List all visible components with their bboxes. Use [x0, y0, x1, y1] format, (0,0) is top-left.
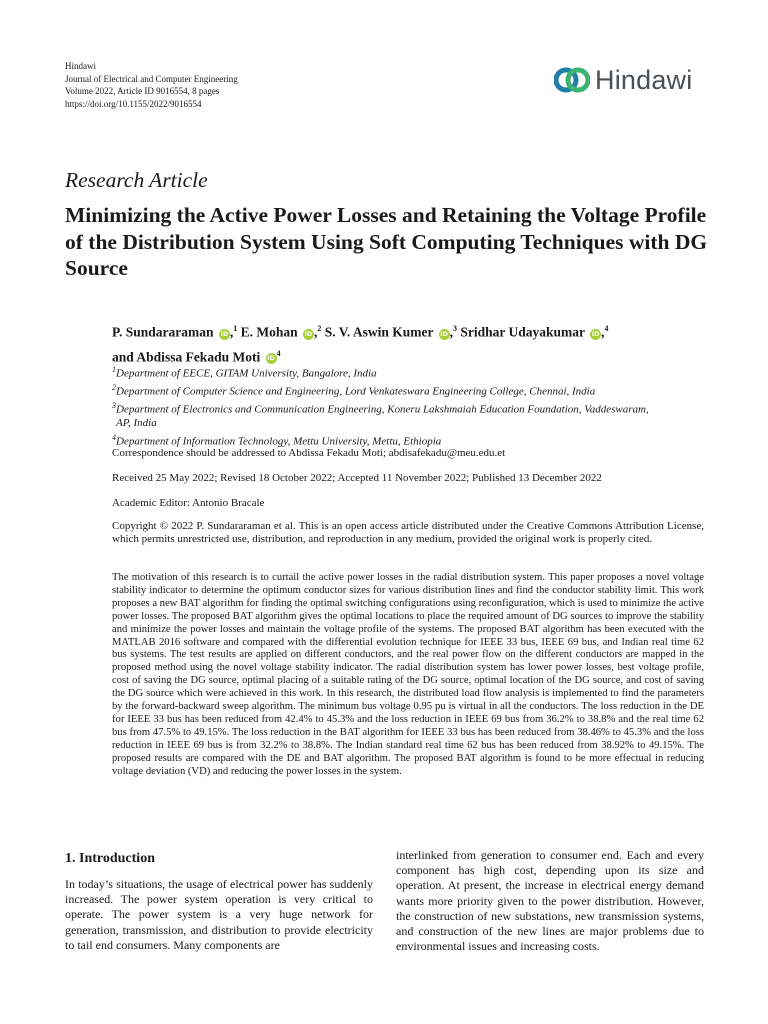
author-separator: , — [449, 324, 453, 340]
affiliation-item — [112, 399, 712, 431]
author-name: S. V. Aswin Kumer — [324, 324, 434, 340]
journal-name: Journal of Electrical and Computer Engineering — [65, 73, 238, 84]
academic-editor: Academic Editor: Antonio Bracale — [112, 497, 265, 509]
author-conjunction: and — [112, 349, 134, 364]
orcid-icon[interactable]: iD — [220, 329, 229, 338]
affiliation-text: Department of Electronics and Communication Engineering, Koneru Lakshmaiah Education Foundation, Vaddeswaram, — [116, 403, 649, 416]
author-name: E. Mohan — [240, 324, 298, 340]
orcid-icon[interactable]: iD — [304, 329, 313, 338]
orcid-icon[interactable]: iD — [267, 354, 275, 362]
volume-info: Volume 2022, Article ID 9016554, 8 pages — [65, 86, 220, 96]
hindawi-logo — [554, 64, 692, 96]
orcid-icon[interactable]: iD — [591, 329, 600, 338]
author-separator: , — [601, 324, 605, 340]
author-name: Abdissa Fekadu Moti — [136, 349, 261, 364]
hindawi-rings-icon — [554, 64, 590, 96]
author-separator: , — [314, 324, 318, 340]
affiliation-list — [112, 363, 712, 449]
affiliation-text-continued: AP, India — [116, 417, 157, 430]
body-text-left-column: In today’s situations, the usage of electrical power has suddenly increased. The power system operation is very critical to operate. The power system is a very huge network for generation, transmission, and distribution to provide electricity to tail end consumers. Many components are — [65, 877, 373, 952]
affiliation-text: Department of Computer Science and Engineering, Lord Venkateswara Engineering College, Chennai, India — [116, 385, 596, 398]
body-text-right-column: interlinked from generation to consumer end. Each and every component has high cost, depending upon its size and operation. At present, the increase in electrical energy demand wants more priority given to the power distribution. However, the construction of new substations, new transmission systems, and construction of the new lines are major problems due to environmental issues and increasing costs. — [396, 848, 704, 954]
paper-title: Minimizing the Active Power Losses and Retaining the Voltage Profile of the Distribution System Using Soft Computing Techniques with DG Source — [65, 203, 708, 280]
doi-link[interactable]: https://doi.org/10.1155/2022/9016554 — [65, 98, 202, 109]
publisher-name: Hindawi — [65, 61, 96, 71]
author-separator: , — [229, 324, 234, 340]
correspondence-note: Correspondence should be addressed to Abdissa Fekadu Moti; abdisafekadu@meu.edu.et — [112, 447, 506, 459]
author-affiliation-number: 3 — [452, 324, 457, 333]
author-affiliation-number: 4 — [276, 348, 281, 358]
publication-info — [65, 60, 238, 110]
author-list — [112, 318, 712, 367]
affiliation-number: 3 — [112, 401, 116, 411]
affiliation-number: 1 — [112, 365, 116, 374]
copyright-notice: Copyright © 2022 P. Sundararaman et al. This is an open access article distributed under the Creative Commons Attribution License, which permits unrestricted use, distribution, and reproduction in any medium, provided the original work is properly cited. — [112, 520, 704, 546]
affiliation-item — [112, 381, 712, 399]
affiliation-text: Department of EECE, GITAM University, Bangalore, India — [116, 367, 377, 380]
affiliation-item — [112, 363, 712, 381]
author-affiliation-number: 4 — [604, 324, 609, 333]
article-type: Research Article — [65, 168, 208, 192]
logo-wordmark: Hindawi — [595, 64, 693, 95]
author-name: Sridhar Udayakumar — [460, 324, 585, 340]
section-heading: 1. Introduction — [65, 851, 155, 866]
author-affiliation-number: 1 — [233, 324, 238, 333]
author-affiliation-number: 2 — [317, 324, 322, 333]
affiliation-number: 2 — [112, 383, 116, 393]
abstract: The motivation of this research is to curtail the active power losses in the radial distribution system. This paper proposes a novel voltage stability indicator to determine the optimum conductor sizes for various distribution lines and find the conductor stability limit. This work proposes a new BAT algorithm for finding the optimal switching configurations using reconfiguration, which is used to minimize the active power losses. The proposed BAT algorithm gives the optimal locations to place the required amount of DG sources to improve the stability and minimize the power losses and maintain the voltage profile of the systems. The proposed BAT algorithm has been executed with the MATLAB 2016 software and compared with the differential evolution technique for IEEE 33 bus, IEEE 69 bus, and Indian real time 62 bus systems. The test results are applied on different conductors, and the real power flow on the different conductors are mapped in the proposed method using the novel voltage stability indicator. The radial distribution system has lower power losses, best voltage profile, cost of saving the DG source, optimal placing of a suitable rating of the DG source, optimal location of the DG source, and cost of saving the DG source which were achieved in this work. In this research, the distributed load flow analysis is implemented to find the parameters by the forward-backward sweep algorithm. The minimum bus voltage 0.95 pu is virtual in all the conductors. The loss reduction in the DE for IEEE 33 bus has been reduced from 42.4% to 45.3% and the loss reduction in IEEE 69 bus from 36.2% to 38.8% and the real time 62 bus from 47.5% to 49.15%. The loss reduction in the BAT algorithm for IEEE 33 bus has been reduced from 38.46% to 45.3% and the loss reduction in IEEE 69 bus is from 32.2% to 38.8%. The Indian standard real time 62 bus has been reduced from 38.92% to 49.15%. The proposed results are compared with the DE and BAT algorithm. The proposed BAT algorithm is found to be more effectual in reducing voltage deviation (VD) and reducing the power losses in the system. — [112, 572, 704, 777]
orcid-icon[interactable]: iD — [440, 329, 448, 338]
affiliation-text: Department of Information Technology, Mettu University, Mettu, Ethiopia — [116, 435, 442, 448]
publication-dates: Received 25 May 2022; Revised 18 October 2022; Accepted 11 November 2022; Published 13 December 2022 — [112, 472, 602, 484]
author-name: P. Sundararaman — [112, 324, 214, 340]
affiliation-number: 4 — [112, 432, 116, 442]
